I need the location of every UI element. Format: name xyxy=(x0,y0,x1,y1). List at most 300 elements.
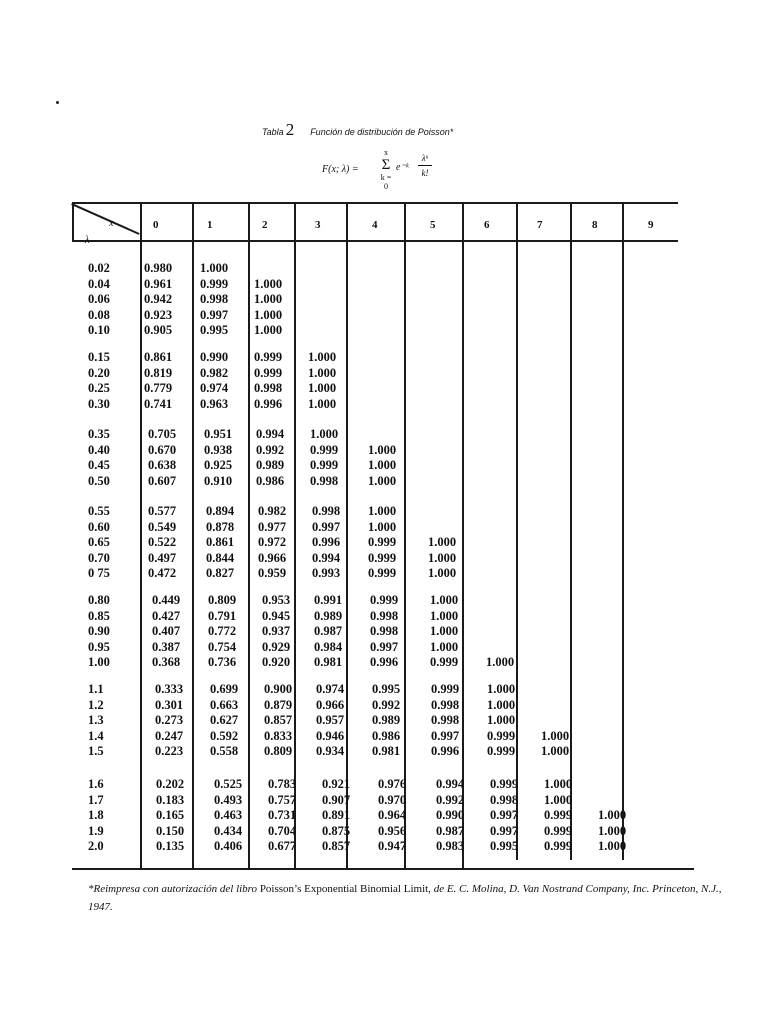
lambda-value: 1.00 xyxy=(88,655,110,669)
lambda-value: 1.8 xyxy=(88,808,104,822)
probability-cell: 0.472 xyxy=(148,566,177,580)
lambda-value: 1.7 xyxy=(88,792,104,807)
probability-cell: 1.000 xyxy=(544,777,573,791)
lambda-value: 0.45 xyxy=(88,458,110,472)
lambda-value: 0.08 xyxy=(88,307,110,322)
column-divider xyxy=(404,202,406,868)
probability-cell: 1.000 xyxy=(368,504,397,518)
probability-cell: 0.964 xyxy=(378,808,407,822)
probability-cell: 0.493 xyxy=(214,792,243,807)
probability-cell: 0.951 xyxy=(204,427,233,441)
probability-cell: 1.000 xyxy=(486,655,515,669)
probability-cell: 0.987 xyxy=(314,624,343,638)
probability-cell: 0.995 xyxy=(200,323,229,337)
probability-cell: 0.999 xyxy=(200,276,229,291)
probability-column xyxy=(378,777,406,855)
probability-cell: 0.525 xyxy=(214,777,243,791)
probability-cell: 0.998 xyxy=(254,381,283,395)
probability-cell: 0.981 xyxy=(372,744,401,758)
probability-cell: 1.000 xyxy=(487,697,516,712)
lambda-column-group xyxy=(88,427,130,489)
probability-cell: 0.961 xyxy=(144,276,173,291)
probability-cell: 0.999 xyxy=(310,442,339,457)
formula-exponential: e⁻ᵏ xyxy=(396,162,409,173)
probability-cell: 0.663 xyxy=(210,697,239,712)
probability-cell: 0.183 xyxy=(156,792,185,807)
probability-cell: 0.779 xyxy=(144,381,173,395)
probability-cell: 0.920 xyxy=(262,655,291,669)
probability-cell: 0.996 xyxy=(370,655,399,669)
probability-cell: 1.000 xyxy=(254,292,283,306)
lambda-value: 0.55 xyxy=(88,504,110,518)
probability-column xyxy=(314,593,342,671)
probability-column xyxy=(310,427,338,489)
probability-cell: 0.999 xyxy=(487,744,516,758)
column-header: 3 xyxy=(315,219,321,231)
lambda-value: 1.9 xyxy=(88,823,104,838)
lambda-value: 0.40 xyxy=(88,442,110,457)
probability-cell: 1.000 xyxy=(200,261,229,275)
probability-column xyxy=(208,593,236,671)
probability-cell: 0.607 xyxy=(148,473,177,488)
probability-column xyxy=(316,682,344,760)
probability-cell: 0.974 xyxy=(316,682,345,696)
probability-column xyxy=(155,682,183,760)
probability-cell: 0.627 xyxy=(210,713,239,727)
column-divider xyxy=(622,202,624,860)
probability-column xyxy=(156,777,184,855)
probability-cell: 0.996 xyxy=(254,396,283,411)
probability-cell: 0.677 xyxy=(268,839,297,853)
lambda-value: 0.90 xyxy=(88,624,110,638)
probability-cell: 0.945 xyxy=(262,608,291,623)
probability-cell: 0.923 xyxy=(144,307,173,322)
corner-lambda-label: λ xyxy=(85,235,90,246)
lambda-value: 2.0 xyxy=(88,839,104,853)
probability-cell: 0.741 xyxy=(144,396,173,411)
probability-cell: 1.000 xyxy=(487,682,516,696)
probability-column xyxy=(200,261,228,339)
probability-cell: 1.000 xyxy=(598,839,627,853)
probability-cell: 0.934 xyxy=(316,744,345,758)
lambda-value: 0.95 xyxy=(88,639,110,654)
probability-column xyxy=(322,777,350,855)
lambda-column-group xyxy=(88,777,130,855)
probability-cell: 0.736 xyxy=(208,655,237,669)
probability-cell: 1.000 xyxy=(598,823,627,838)
probability-cell: 0.938 xyxy=(204,442,233,457)
probability-cell: 0.994 xyxy=(256,427,285,441)
probability-cell: 1.000 xyxy=(428,566,457,580)
probability-cell: 0.998 xyxy=(370,608,399,623)
table-bottom-rule xyxy=(72,868,694,870)
lambda-value: 1.3 xyxy=(88,713,104,727)
probability-cell: 1.000 xyxy=(368,458,397,472)
lambda-value: 0.60 xyxy=(88,519,110,534)
lambda-value: 0.35 xyxy=(88,427,110,441)
column-header: 5 xyxy=(430,219,436,231)
probability-cell: 1.000 xyxy=(368,473,397,488)
probability-cell: 0.997 xyxy=(431,728,460,743)
probability-column xyxy=(431,682,459,760)
footnote-book: Poisson’s Exponential Binomial Limit, xyxy=(259,883,431,895)
probability-cell: 0.999 xyxy=(431,682,460,696)
probability-cell: 0.857 xyxy=(322,839,351,853)
probability-cell: 0.959 xyxy=(258,566,287,580)
probability-cell: 1.000 xyxy=(310,427,339,441)
column-header: 0 xyxy=(153,219,159,231)
probability-cell: 0.522 xyxy=(148,535,177,549)
probability-column xyxy=(206,504,234,582)
lambda-value: 1.1 xyxy=(88,682,104,696)
probability-cell: 0.900 xyxy=(264,682,293,696)
probability-cell: 0.987 xyxy=(436,823,465,838)
probability-cell: 0.223 xyxy=(155,744,184,758)
probability-cell: 0.929 xyxy=(262,639,291,654)
column-divider xyxy=(294,202,296,868)
probability-cell: 0.976 xyxy=(378,777,407,791)
probability-cell: 0.921 xyxy=(322,777,351,791)
table-subtitle: Función de distribución de Poisson* xyxy=(310,127,454,137)
probability-cell: 1.000 xyxy=(308,365,337,380)
probability-cell: 0.997 xyxy=(200,307,229,322)
lambda-value: 0 75 xyxy=(88,566,110,580)
probability-column xyxy=(210,682,238,760)
fraction-denominator: k! xyxy=(421,168,429,178)
lambda-value: 0.80 xyxy=(88,593,110,607)
probability-column xyxy=(490,777,518,855)
probability-column xyxy=(152,593,180,671)
probability-cell: 1.000 xyxy=(368,442,397,457)
probability-cell: 0.757 xyxy=(268,792,297,807)
table-number: 2 xyxy=(285,120,295,139)
probability-column xyxy=(544,777,572,855)
lambda-value: 0.02 xyxy=(88,261,110,275)
probability-cell: 1.000 xyxy=(254,323,283,337)
column-divider xyxy=(516,202,518,860)
probability-cell: 0.273 xyxy=(155,713,184,727)
footnote-lead: *Reimpresa con autorización del libro xyxy=(88,883,258,895)
probability-cell: 1.000 xyxy=(430,624,459,638)
probability-column xyxy=(268,777,296,855)
probability-cell: 0.937 xyxy=(262,624,291,638)
probability-cell: 0.406 xyxy=(214,839,243,853)
table-header-rule xyxy=(72,240,678,242)
probability-column xyxy=(487,682,515,760)
probability-column xyxy=(368,427,396,489)
probability-cell: 1.000 xyxy=(308,381,337,395)
probability-cell: 0.833 xyxy=(264,728,293,743)
probability-cell: 0.905 xyxy=(144,323,173,337)
probability-cell: 0.577 xyxy=(148,504,177,518)
probability-cell: 0.907 xyxy=(322,792,351,807)
probability-cell: 0.998 xyxy=(431,713,460,727)
probability-cell: 0.989 xyxy=(314,608,343,623)
probability-column xyxy=(148,427,176,489)
probability-cell: 0.427 xyxy=(152,608,181,623)
probability-cell: 0.434 xyxy=(214,823,243,838)
probability-cell: 0.301 xyxy=(155,697,184,712)
column-header: 7 xyxy=(537,219,543,231)
lambda-value: 0.65 xyxy=(88,535,110,549)
probability-column xyxy=(368,504,396,582)
table-label: Tabla xyxy=(262,127,284,137)
column-header: 8 xyxy=(592,219,598,231)
probability-cell: 0.980 xyxy=(144,261,173,275)
probability-cell: 0.879 xyxy=(264,697,293,712)
column-header: 9 xyxy=(648,219,654,231)
probability-cell: 0.999 xyxy=(368,535,397,549)
probability-column xyxy=(598,777,626,855)
formula-lhs: F(x; λ) = xyxy=(322,164,359,175)
probability-cell: 0.986 xyxy=(256,473,285,488)
probability-cell: 0.150 xyxy=(156,823,185,838)
probability-cell: 0.956 xyxy=(378,823,407,838)
probability-cell: 0.705 xyxy=(148,427,177,441)
probability-cell: 0.202 xyxy=(156,777,185,791)
probability-cell: 0.861 xyxy=(206,535,235,549)
probability-cell: 0.558 xyxy=(210,744,239,758)
footnote xyxy=(88,880,728,916)
probability-cell: 0.996 xyxy=(312,535,341,549)
lambda-value: 0.04 xyxy=(88,276,110,291)
probability-cell: 0.999 xyxy=(310,458,339,472)
probability-cell: 0.772 xyxy=(208,624,237,638)
probability-cell: 1.000 xyxy=(430,593,459,607)
probability-cell: 0.592 xyxy=(210,728,239,743)
lambda-value: 0.50 xyxy=(88,473,110,488)
probability-cell: 0.135 xyxy=(156,839,185,853)
probability-cell: 0.809 xyxy=(264,744,293,758)
probability-cell: 0.999 xyxy=(544,823,573,838)
probability-cell: 0.997 xyxy=(312,519,341,534)
probability-cell: 0.407 xyxy=(152,624,181,638)
lambda-column-group xyxy=(88,593,130,671)
column-header: 2 xyxy=(262,219,268,231)
probability-cell: 0.819 xyxy=(144,365,173,380)
probability-cell: 0.387 xyxy=(152,639,181,654)
probability-cell: 0.999 xyxy=(370,593,399,607)
probability-cell: 0.670 xyxy=(148,442,177,457)
lambda-value: 0.85 xyxy=(88,608,110,623)
lambda-value: 0.15 xyxy=(88,350,110,364)
probability-cell: 0.861 xyxy=(144,350,173,364)
probability-cell: 0.999 xyxy=(254,350,283,364)
probability-cell: 0.992 xyxy=(372,697,401,712)
column-divider xyxy=(570,202,572,860)
probability-cell: 0.970 xyxy=(378,792,407,807)
column-divider xyxy=(192,202,194,868)
probability-cell: 0.994 xyxy=(436,777,465,791)
probability-cell: 0.947 xyxy=(378,839,407,853)
probability-cell: 0.966 xyxy=(258,550,287,565)
probability-cell: 0.991 xyxy=(314,593,343,607)
table-left-edge xyxy=(72,202,74,242)
probability-cell: 0.998 xyxy=(310,473,339,488)
probability-cell: 0.875 xyxy=(322,823,351,838)
probability-cell: 0.449 xyxy=(152,593,181,607)
lambda-value: 0.10 xyxy=(88,323,110,337)
probability-cell: 0.857 xyxy=(264,713,293,727)
probability-cell: 0.946 xyxy=(316,728,345,743)
probability-cell: 0.986 xyxy=(372,728,401,743)
table-top-rule xyxy=(72,202,678,204)
probability-column xyxy=(541,682,569,760)
probability-column xyxy=(254,350,282,412)
probability-cell: 1.000 xyxy=(254,276,283,291)
probability-cell: 0.942 xyxy=(144,292,173,306)
probability-cell: 0.999 xyxy=(487,728,516,743)
probability-cell: 0.998 xyxy=(370,624,399,638)
probability-cell: 0.497 xyxy=(148,550,177,565)
probability-cell: 0.368 xyxy=(152,655,181,669)
probability-column xyxy=(256,427,284,489)
probability-column xyxy=(312,504,340,582)
fraction-numerator: λᵏ xyxy=(421,153,429,163)
probability-cell: 0.910 xyxy=(204,473,233,488)
lambda-value: 1.6 xyxy=(88,777,104,791)
probability-cell: 0.925 xyxy=(204,458,233,472)
probability-cell: 0.699 xyxy=(210,682,239,696)
probability-column xyxy=(200,350,228,412)
probability-column xyxy=(144,261,172,339)
column-divider xyxy=(462,202,464,868)
probability-cell: 0.827 xyxy=(206,566,235,580)
probability-cell: 0.998 xyxy=(200,292,229,306)
column-divider xyxy=(248,202,250,868)
probability-cell: 0.981 xyxy=(314,655,343,669)
probability-column xyxy=(204,427,232,489)
column-header: 4 xyxy=(372,219,378,231)
probability-cell: 0.463 xyxy=(214,808,243,822)
probability-cell: 0.999 xyxy=(490,777,519,791)
probability-cell: 0.333 xyxy=(155,682,184,696)
probability-cell: 0.990 xyxy=(436,808,465,822)
sum-lower-limit: k = 0 xyxy=(380,173,392,191)
probability-column xyxy=(428,504,456,582)
probability-cell: 0.953 xyxy=(262,593,291,607)
sum-upper-limit: x xyxy=(384,148,388,157)
probability-column xyxy=(370,593,398,671)
probability-cell: 0.638 xyxy=(148,458,177,472)
lambda-column-group xyxy=(88,350,130,412)
corner-diagonal xyxy=(71,203,139,235)
probability-column xyxy=(262,593,290,671)
probability-column xyxy=(264,682,292,760)
probability-cell: 0.995 xyxy=(490,839,519,853)
probability-cell: 1.000 xyxy=(598,808,627,822)
probability-column xyxy=(430,593,458,671)
probability-cell: 0.997 xyxy=(490,808,519,822)
probability-cell: 0.999 xyxy=(254,365,283,380)
probability-cell: 0.995 xyxy=(372,682,401,696)
probability-column xyxy=(486,593,514,671)
probability-cell: 1.000 xyxy=(541,744,570,758)
probability-column xyxy=(258,504,286,582)
probability-cell: 1.000 xyxy=(428,550,457,565)
probability-cell: 0.966 xyxy=(316,697,345,712)
probability-cell: 0.977 xyxy=(258,519,287,534)
probability-column xyxy=(214,777,242,855)
probability-cell: 0.999 xyxy=(368,550,397,565)
probability-cell: 1.000 xyxy=(308,396,337,411)
probability-cell: 0.549 xyxy=(148,519,177,534)
probability-cell: 0.894 xyxy=(206,504,235,518)
probability-cell: 0.878 xyxy=(206,519,235,534)
lambda-value: 1.2 xyxy=(88,697,104,712)
probability-cell: 0.999 xyxy=(430,655,459,669)
probability-column xyxy=(144,350,172,412)
probability-cell: 0.957 xyxy=(316,713,345,727)
lambda-column-group xyxy=(88,504,130,582)
probability-cell: 0.990 xyxy=(200,350,229,364)
probability-cell: 0.998 xyxy=(490,792,519,807)
probability-cell: 0.983 xyxy=(436,839,465,853)
sigma-glyph: Σ xyxy=(381,157,391,173)
probability-cell: 1.000 xyxy=(544,792,573,807)
probability-cell: 1.000 xyxy=(308,350,337,364)
probability-column xyxy=(254,261,282,339)
probability-cell: 0.704 xyxy=(268,823,297,838)
lambda-value: 1.5 xyxy=(88,744,104,758)
probability-cell: 0.993 xyxy=(312,566,341,580)
probability-cell: 1.000 xyxy=(487,713,516,727)
probability-cell: 0.754 xyxy=(208,639,237,654)
probability-cell: 1.000 xyxy=(430,608,459,623)
probability-cell: 1.000 xyxy=(368,519,397,534)
lambda-value: 0.30 xyxy=(88,396,110,411)
probability-cell: 0.247 xyxy=(155,728,184,743)
column-header: 6 xyxy=(484,219,490,231)
probability-cell: 0.994 xyxy=(312,550,341,565)
probability-cell: 0.998 xyxy=(312,504,341,518)
lambda-value: 1.4 xyxy=(88,728,104,743)
probability-column xyxy=(436,777,464,855)
lambda-value: 0.25 xyxy=(88,381,110,395)
probability-cell: 0.998 xyxy=(431,697,460,712)
probability-cell: 0.984 xyxy=(314,639,343,654)
probability-cell: 0.992 xyxy=(436,792,465,807)
probability-cell: 0.999 xyxy=(544,808,573,822)
probability-cell: 0.999 xyxy=(368,566,397,580)
lambda-value: 0.06 xyxy=(88,292,110,306)
probability-cell: 0.996 xyxy=(431,744,460,758)
column-divider xyxy=(140,202,142,868)
probability-cell: 0.963 xyxy=(200,396,229,411)
probability-column xyxy=(372,682,400,760)
probability-cell: 0.731 xyxy=(268,808,297,822)
probability-cell: 0.989 xyxy=(256,458,285,472)
probability-cell: 1.000 xyxy=(430,639,459,654)
probability-cell: 0.165 xyxy=(156,808,185,822)
probability-cell: 1.000 xyxy=(428,535,457,549)
probability-cell: 0.974 xyxy=(200,381,229,395)
probability-cell: 0.809 xyxy=(208,593,237,607)
probability-cell: 0.997 xyxy=(490,823,519,838)
probability-cell: 0.791 xyxy=(208,608,237,623)
probability-cell: 1.000 xyxy=(254,307,283,322)
probability-column xyxy=(148,504,176,582)
probability-cell: 0.982 xyxy=(258,504,287,518)
probability-cell: 0.992 xyxy=(256,442,285,457)
corner-x-label: x xyxy=(109,218,114,229)
probability-cell: 0.891 xyxy=(322,808,351,822)
footnote-publisher: de E. C. Molina, D. Van Nostrand Company, Inc. Princeton, N.J., 1947. xyxy=(88,883,722,913)
probability-cell: 0.997 xyxy=(370,639,399,654)
probability-cell: 0.844 xyxy=(206,550,235,565)
lambda-column-group xyxy=(88,261,130,339)
probability-cell: 0.972 xyxy=(258,535,287,549)
